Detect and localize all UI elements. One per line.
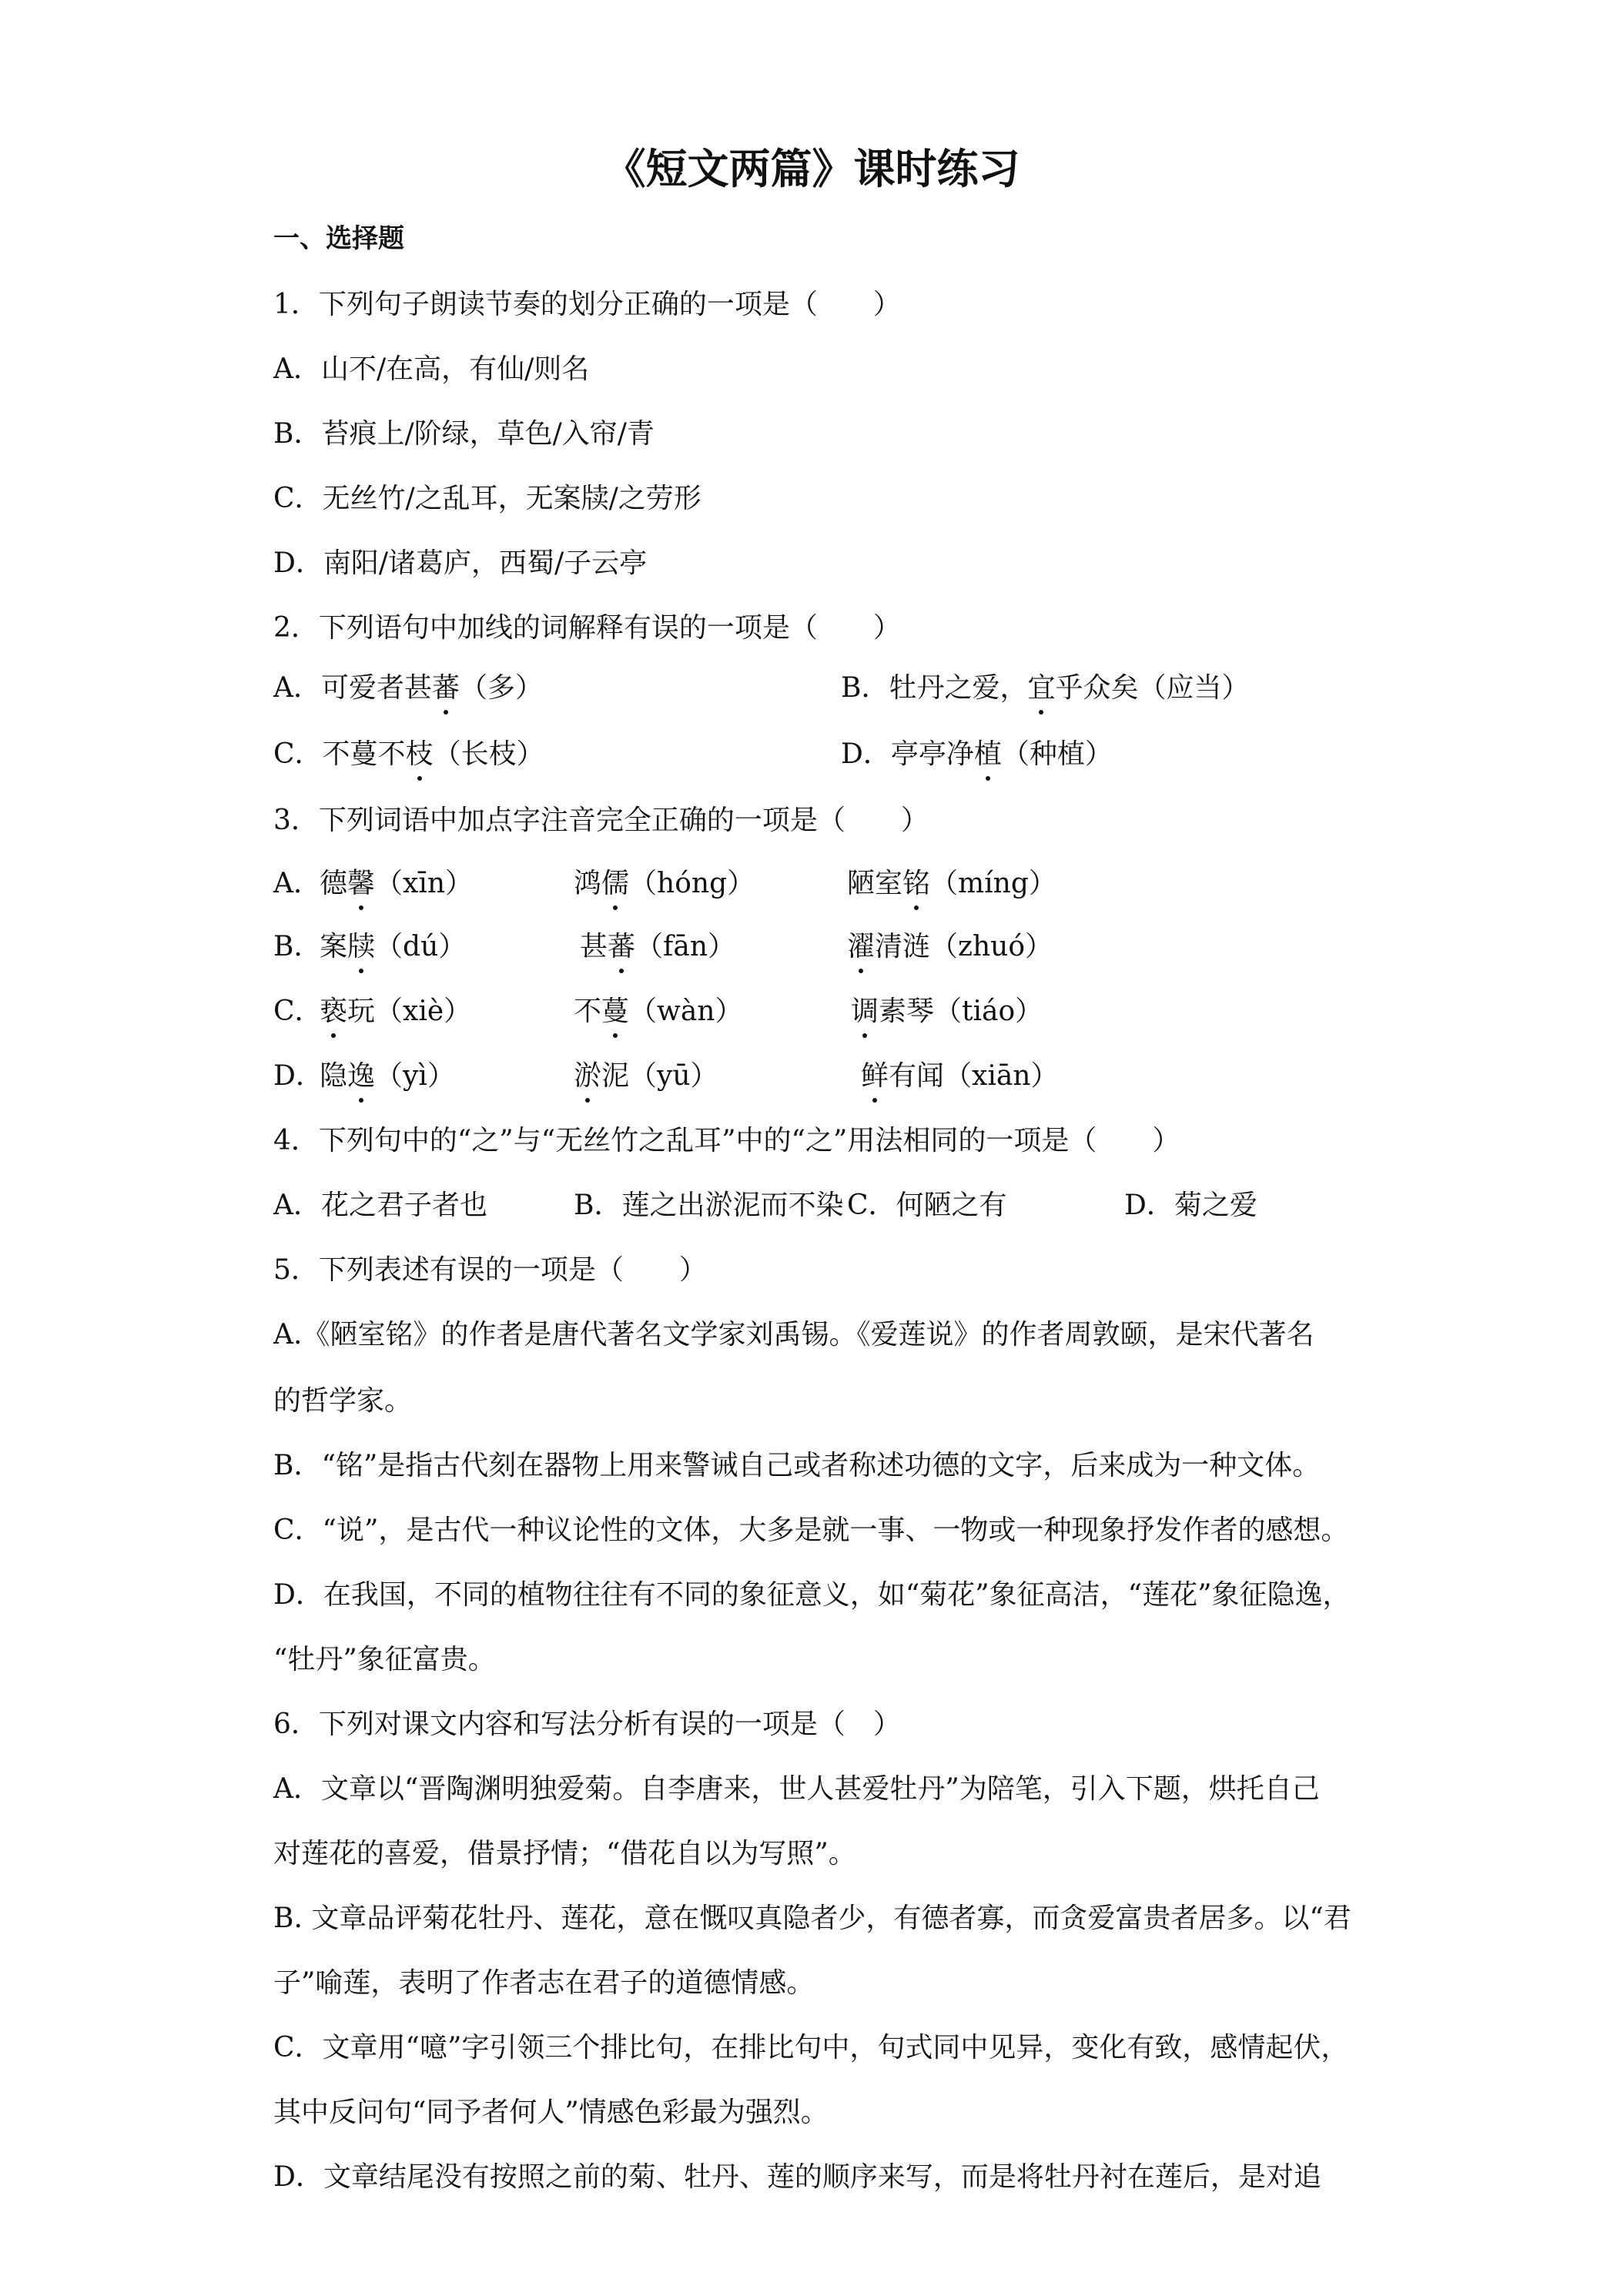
question-1-option-b: B．苔痕上/阶绿，草色/入帘/青: [273, 418, 655, 450]
question-6-stem: 6．下列对课文内容和写法分析有误的一项是（ ）: [273, 1709, 901, 1740]
question-3-option-b-word-2: [580, 929, 735, 966]
question-6-option-c-line-1: C．文章用“噫”字引领三个排比句，在排比句中，句式同中见异，变化有致，感情起伏，: [273, 2032, 1349, 2063]
question-5-option-d-line-1: D．在我国，不同的植物往往有不同的象征意义，如“菊花”象征高洁，“莲花”象征隐逸，: [273, 1579, 1351, 1611]
emphasized-char: 鲜: [861, 1058, 889, 1095]
pinyin-text: 清涟（zhuó）: [875, 931, 1053, 962]
emphasized-char: 植: [974, 736, 1002, 773]
question-3-option-a-word-2: [574, 865, 755, 902]
question-6-option-d-line-1: D．文章结尾没有按照之前的菊、牡丹、莲的顺序来写，而是将牡丹衬在莲后，是对追: [273, 2161, 1321, 2193]
pinyin-text: （wàn）: [629, 996, 743, 1027]
pinyin-text: 泥（yū）: [601, 1060, 718, 1092]
question-3-option-d-word-3: [861, 1058, 1058, 1095]
option-text: D．亭亭净: [841, 738, 974, 770]
question-3-stem: 3．下列词语中加点字注音完全正确的一项是（ ）: [273, 805, 929, 836]
question-5-option-b: B．“铭”是指古代刻在器物上用来警诫自己或者称述功德的文字，后来成为一种文体。: [273, 1450, 1321, 1481]
question-6-option-a-line-1: A．文章以“晋陶渊明独爱菊。自李唐来，世人甚爱牡丹”为陪笔，引入下题，烘托自己: [273, 1773, 1320, 1805]
emphasized-char: 宜: [1027, 670, 1055, 707]
question-1-stem: 1．下列句子朗读节奏的划分正确的一项是（ ）: [273, 289, 901, 320]
question-3-option-a-word-3: [847, 865, 1056, 902]
emphasized-char: 蕃: [608, 929, 635, 966]
pinyin-text: 素琴（tiáo）: [879, 996, 1043, 1027]
emphasized-char: 铭: [902, 865, 930, 902]
question-3-option-c-word-1: [320, 993, 471, 1030]
option-text: （多）: [460, 672, 544, 704]
pinyin-text: （xīn）: [375, 868, 474, 899]
emphasized-char: 淤: [574, 1058, 601, 1095]
question-3-option-c-word-2: [574, 993, 743, 1030]
question-4-option-b: B．莲之出淤泥而不染: [574, 1190, 844, 1221]
question-3-option-a-label: A．: [273, 868, 321, 899]
emphasized-char: 牍: [347, 929, 375, 966]
word-text: 不: [574, 996, 602, 1027]
question-3-option-d-word-2: [574, 1058, 718, 1095]
question-4-option-d: D．菊之爱: [1124, 1190, 1257, 1221]
section-heading: 一、选择题: [273, 223, 404, 254]
question-4-option-a: A．花之君子者也: [273, 1190, 487, 1221]
question-3-option-a-word-1: [320, 865, 473, 902]
question-1-option-a: A．山不/在高，有仙/则名: [273, 353, 590, 385]
option-text: B．牡丹之爱，: [841, 672, 1028, 704]
emphasized-char: 馨: [347, 865, 375, 902]
emphasized-char: 枝: [406, 736, 434, 773]
question-6-option-b-line-1: B. 文章品评菊花牡丹、莲花，意在慨叹真隐者少，有德者寡，而贪爱富贵者居多。以“君: [273, 1903, 1351, 1934]
pinyin-text: 玩（xiè）: [347, 996, 472, 1027]
question-2-option-d: [841, 736, 1113, 773]
emphasized-char: 调: [851, 993, 879, 1030]
emphasized-char: 蔓: [601, 993, 629, 1030]
pinyin-text: （hóng）: [629, 868, 755, 899]
question-6-option-a-line-2: 对莲花的喜爱，借景抒情；“借花自以为写照”。: [273, 1838, 856, 1869]
question-3-option-c-label: C．: [273, 996, 323, 1027]
question-3-option-b-label: B．: [273, 931, 322, 962]
option-text: （长枝）: [433, 738, 544, 770]
question-2-option-b: [841, 670, 1250, 707]
word-text: 德: [320, 868, 348, 899]
question-3-option-d-label: D．: [273, 1060, 323, 1092]
question-3-option-b-word-1: [320, 929, 466, 966]
emphasized-char: 蕃: [432, 670, 460, 707]
option-text: A．可爱者甚: [273, 672, 432, 704]
question-6-option-c-line-2: 其中反问句“同予者何人”情感色彩最为强烈。: [273, 2097, 829, 2128]
emphasized-char: 濯: [847, 929, 875, 966]
word-text: 鸿: [574, 868, 602, 899]
question-2-option-a: [273, 670, 543, 707]
question-5-option-a-line-2: 的哲学家。: [273, 1385, 413, 1417]
question-5-option-d-line-2: “牡丹”象征富贵。: [273, 1644, 496, 1675]
question-1-option-d: D．南阳/诸葛庐，西蜀/子云亭: [273, 547, 648, 579]
question-4-stem: 4．下列句中的“之”与“无丝竹之乱耳”中的“之”用法相同的一项是（ ）: [273, 1125, 1180, 1156]
option-text: C．不蔓不: [273, 738, 406, 770]
question-5-option-a-line-1: A.《陋室铭》的作者是唐代著名文学家刘禹锡。《爱莲说》的作者周敦颐，是宋代著名: [273, 1319, 1314, 1350]
page-title: 《短文两篇》课时练习: [604, 145, 1020, 193]
question-3-option-c-word-3: [851, 993, 1043, 1030]
question-1-option-c: C．无丝竹/之乱耳，无案牍/之劳形: [273, 483, 702, 514]
emphasized-char: 儒: [601, 865, 629, 902]
word-text: 案: [320, 931, 348, 962]
question-5-stem: 5．下列表述有误的一项是（ ）: [273, 1254, 707, 1286]
question-5-option-c: C．“说”，是古代一种议论性的文体，大多是就一事、一物或一种现象抒发作者的感想。: [273, 1514, 1349, 1546]
question-2-option-c: [273, 736, 544, 773]
pinyin-text: （yì）: [375, 1060, 455, 1092]
question-2-stem: 2．下列语句中加线的词解释有误的一项是（ ）: [273, 612, 901, 644]
option-text: （种植）: [1001, 738, 1113, 770]
word-text: 甚: [580, 931, 608, 962]
option-text: 乎众矣（应当）: [1055, 672, 1250, 704]
question-3-option-d-word-1: [320, 1058, 455, 1095]
question-6-option-b-line-2: 子”喻莲，表明了作者志在君子的道德情感。: [273, 1967, 815, 1999]
emphasized-char: 亵: [320, 993, 347, 1030]
pinyin-text: （fān）: [635, 931, 736, 962]
question-4-option-c: C．何陋之有: [847, 1190, 1007, 1221]
pinyin-text: （míng）: [930, 868, 1056, 899]
word-text: 隐: [320, 1060, 348, 1092]
pinyin-text: 有闻（xiān）: [889, 1060, 1059, 1092]
word-text: 陋室: [847, 868, 903, 899]
question-3-option-b-word-3: [847, 929, 1053, 966]
emphasized-char: 逸: [347, 1058, 375, 1095]
pinyin-text: （dú）: [375, 931, 467, 962]
